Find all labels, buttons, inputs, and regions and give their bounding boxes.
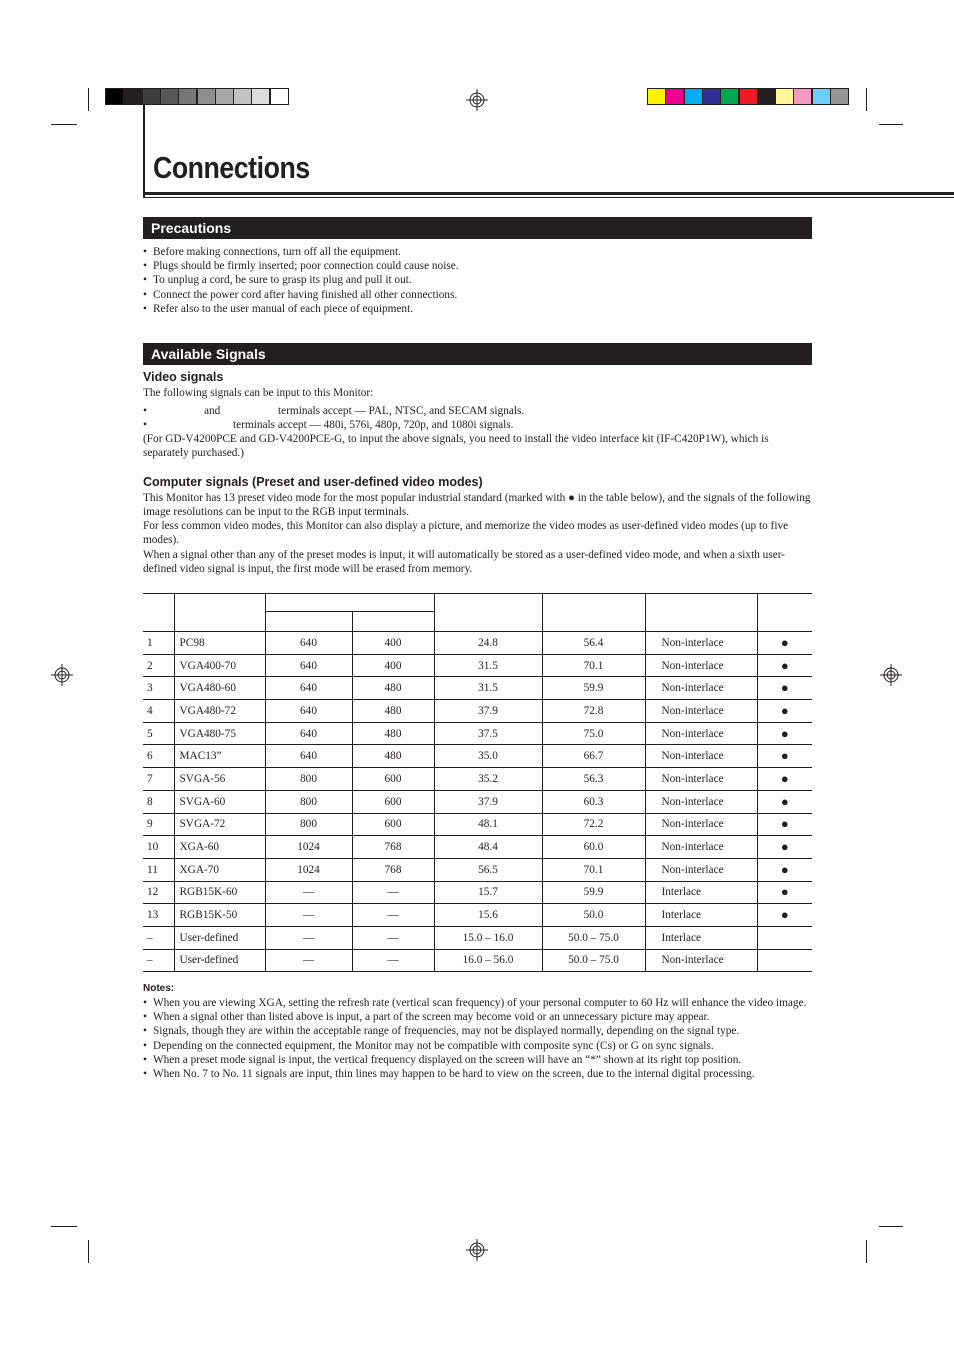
table-cell: SVGA-60 [174, 790, 265, 813]
table-cell: 48.1 [434, 813, 542, 836]
table-cell: Non-interlace [645, 677, 757, 700]
list-item: • When you are viewing XGA, setting the refresh rate (vertical scan frequency) of your personal computer to 60 Hz will enhance the video image. [143, 996, 815, 1010]
crop-mark [88, 1240, 89, 1263]
table-cell: Non-interlace [645, 700, 757, 723]
computer-signals-paragraph-2: For less common video modes, this Monitor can also display a picture, and memorize the video modes as user-defined video modes (up to five modes). [143, 520, 789, 547]
table-cell: — [265, 949, 352, 972]
notes-list [143, 996, 815, 1081]
table-cell: XGA-60 [174, 836, 265, 859]
table-cell: 31.5 [434, 677, 542, 700]
color-swatch [739, 88, 758, 105]
color-swatch [123, 88, 142, 105]
table-cell: 37.5 [434, 722, 542, 745]
table-cell: 4 [143, 700, 174, 723]
table-cell: PC98 [174, 632, 265, 655]
precautions-heading: Precautions [143, 217, 812, 239]
color-swatch [215, 88, 234, 105]
color-swatch [775, 88, 794, 105]
color-swatch [684, 88, 703, 105]
color-swatch [105, 88, 124, 105]
table-header-cell [434, 594, 542, 632]
table-cell: 800 [265, 790, 352, 813]
table-cell: ● [757, 858, 812, 881]
table-cell: 768 [352, 836, 434, 859]
table-cell [757, 926, 812, 949]
list-item: • Signals, though they are within the acceptable range of frequencies, may not be displayed normally, depending on the signal type. [143, 1024, 815, 1038]
table-cell: 480 [352, 722, 434, 745]
color-swatch [142, 88, 161, 105]
color-swatch [830, 88, 849, 105]
table-cell: 7 [143, 768, 174, 791]
table-cell [757, 949, 812, 972]
list-item: • Refer also to the user manual of each piece of equipment. [143, 302, 414, 315]
table-cell: VGA400-70 [174, 654, 265, 677]
table-cell: 37.9 [434, 790, 542, 813]
table-cell: 6 [143, 745, 174, 768]
table-cell: Interlace [645, 904, 757, 927]
table-cell: 480 [352, 700, 434, 723]
table-cell: 640 [265, 700, 352, 723]
list-item: • Before making connections, turn off all the equipment. [143, 246, 401, 258]
table-cell: 768 [352, 858, 434, 881]
table-cell: RGB15K-60 [174, 881, 265, 904]
table-cell: ● [757, 813, 812, 836]
computer-signals-subheading: Computer signals (Preset and user-defined video modes) [143, 475, 483, 489]
table-cell: ● [757, 700, 812, 723]
table-cell: 37.9 [434, 700, 542, 723]
color-swatch [793, 88, 812, 105]
table-cell: — [352, 926, 434, 949]
table-cell: 60.3 [542, 790, 645, 813]
table-cell: – [143, 926, 174, 949]
table-cell: 640 [265, 722, 352, 745]
table-cell: 800 [265, 813, 352, 836]
color-swatch [702, 88, 721, 105]
table-cell: 640 [265, 654, 352, 677]
table-cell: 10 [143, 836, 174, 859]
table-cell: 16.0 – 56.0 [434, 949, 542, 972]
table-cell: ● [757, 632, 812, 655]
table-row [143, 836, 812, 859]
table-cell: Non-interlace [645, 949, 757, 972]
table-row [143, 768, 812, 791]
table-cell: 3 [143, 677, 174, 700]
registration-target-icon [880, 664, 902, 686]
computer-signals-paragraph-1: This Monitor has 13 preset video mode for the most popular industrial standard (marked with ● in the table below), and the signals of the following image resolutions can be input to the RGB input terminals. [143, 492, 811, 519]
color-swatch [233, 88, 252, 105]
color-swatch [160, 88, 179, 105]
table-cell: SVGA-56 [174, 768, 265, 791]
table-cell: 2 [143, 654, 174, 677]
table-header-cell [542, 594, 645, 632]
table-cell: ● [757, 745, 812, 768]
list-item: • When a signal other than listed above is input, a part of the screen may become void or an unnecessary picture may appear. [143, 1010, 815, 1024]
table-header-cell [757, 594, 812, 632]
table-cell: 640 [265, 632, 352, 655]
table-row [143, 926, 812, 949]
table-row [143, 813, 812, 836]
computer-signals-paragraph-3: When a signal other than any of the preset modes is input, it will automatically be stored as a user-defined video mode, and when a sixth user-defined video signal is input, the first mode will be erased from memory. [143, 549, 786, 576]
table-cell: 24.8 [434, 632, 542, 655]
table-row [143, 632, 812, 655]
table-cell: – [143, 949, 174, 972]
color-swatch [720, 88, 739, 105]
table-row [143, 745, 812, 768]
table-cell: ● [757, 904, 812, 927]
table-cell: 11 [143, 858, 174, 881]
crop-mark [879, 124, 903, 125]
table-cell: Non-interlace [645, 768, 757, 791]
table-cell: 400 [352, 654, 434, 677]
table-cell: — [265, 881, 352, 904]
table-cell: — [352, 904, 434, 927]
table-header-cell [352, 612, 434, 632]
table-cell: SVGA-72 [174, 813, 265, 836]
table-cell: Non-interlace [645, 722, 757, 745]
table-row [143, 677, 812, 700]
table-header-cell [174, 594, 265, 632]
available-signals-heading: Available Signals [143, 343, 812, 365]
table-cell: 48.4 [434, 836, 542, 859]
table-cell: ● [757, 790, 812, 813]
table-cell: 480 [352, 677, 434, 700]
table-cell: 1024 [265, 858, 352, 881]
table-cell: 50.0 [542, 904, 645, 927]
table-cell: 35.0 [434, 745, 542, 768]
color-swatch [647, 88, 666, 105]
table-cell: — [265, 926, 352, 949]
crop-mark [51, 1226, 77, 1227]
table-cell: 600 [352, 768, 434, 791]
precautions-list [143, 245, 815, 316]
video-signals-subheading: Video signals [143, 370, 224, 384]
table-cell: 1024 [265, 836, 352, 859]
table-cell: 35.2 [434, 768, 542, 791]
table-cell: 640 [265, 677, 352, 700]
table-cell: 5 [143, 722, 174, 745]
table-cell: 59.9 [542, 881, 645, 904]
notes-heading: Notes: [143, 983, 175, 994]
table-cell: Non-interlace [645, 858, 757, 881]
table-row [143, 722, 812, 745]
table-cell: 1 [143, 632, 174, 655]
table-cell: 600 [352, 813, 434, 836]
table-cell: User-defined [174, 949, 265, 972]
table-cell: Non-interlace [645, 836, 757, 859]
registration-target-icon [466, 89, 488, 111]
crop-mark [866, 1240, 867, 1263]
crop-mark [51, 124, 77, 125]
table-header-row [143, 594, 812, 612]
color-swatch [812, 88, 831, 105]
list-item: • When No. 7 to No. 11 signals are input, thin lines may happen to be hard to view on the screen, due to the internal digital processing. [143, 1067, 815, 1081]
table-cell: 15.0 – 16.0 [434, 926, 542, 949]
table-cell: 60.0 [542, 836, 645, 859]
list-item: • When a preset mode signal is input, the vertical frequency displayed on the screen will have an “*” shown at its right top position. [143, 1053, 815, 1067]
table-cell: ● [757, 836, 812, 859]
table-cell: XGA-70 [174, 858, 265, 881]
table-cell: ● [757, 722, 812, 745]
table-cell: 66.7 [542, 745, 645, 768]
table-cell: Non-interlace [645, 745, 757, 768]
table-cell: — [352, 949, 434, 972]
table-cell: VGA480-60 [174, 677, 265, 700]
list-item: • Plugs should be firmly inserted; poor connection could cause noise. [143, 260, 459, 273]
title-left-rule [143, 105, 145, 197]
table-row [143, 700, 812, 723]
table-cell: 15.6 [434, 904, 542, 927]
table-row [143, 949, 812, 972]
color-swatch [251, 88, 270, 105]
table-cell: 56.5 [434, 858, 542, 881]
table-cell: VGA480-75 [174, 722, 265, 745]
table-cell: 640 [265, 745, 352, 768]
table-cell: 8 [143, 790, 174, 813]
table-cell: — [352, 881, 434, 904]
video-signals-note: (For GD-V4200PCE and GD-V4200PCE-G, to input the above signals, you need to install the video interface kit (IF-C420P1W), which is separately purchased.) [143, 433, 769, 460]
table-header-cell [143, 594, 174, 632]
table-cell: 13 [143, 904, 174, 927]
table-cell: 75.0 [542, 722, 645, 745]
table-row [143, 881, 812, 904]
table-cell: Non-interlace [645, 790, 757, 813]
table-cell: 480 [352, 745, 434, 768]
table-cell: 50.0 – 75.0 [542, 926, 645, 949]
table-header-cell [265, 612, 352, 632]
title-rule-thick [143, 192, 954, 195]
table-cell: Interlace [645, 926, 757, 949]
table-cell: 50.0 – 75.0 [542, 949, 645, 972]
signal-mode-table [143, 593, 812, 972]
list-item: • Depending on the connected equipment, the Monitor may not be compatible with composite sync (Cs) or G on sync signals. [143, 1039, 815, 1053]
crop-mark [88, 88, 89, 111]
table-row [143, 654, 812, 677]
color-swatch [197, 88, 216, 105]
video-signals-intro: The following signals can be input to this Monitor: [143, 387, 374, 399]
color-swatch [270, 88, 289, 105]
crop-mark [879, 1226, 903, 1227]
table-cell: Non-interlace [645, 632, 757, 655]
table-cell: User-defined [174, 926, 265, 949]
page-title: Connections [153, 150, 310, 185]
table-cell: — [265, 904, 352, 927]
table-cell: ● [757, 768, 812, 791]
table-cell: Interlace [645, 881, 757, 904]
table-cell: 56.4 [542, 632, 645, 655]
title-rule-thin [143, 197, 954, 198]
table-cell: 800 [265, 768, 352, 791]
registration-target-icon [51, 664, 73, 686]
table-cell: ● [757, 654, 812, 677]
table-header-cell [265, 594, 434, 612]
table-cell: VGA480-72 [174, 700, 265, 723]
table-cell: 600 [352, 790, 434, 813]
table-cell: ● [757, 881, 812, 904]
table-cell: RGB15K-50 [174, 904, 265, 927]
color-swatch [757, 88, 776, 105]
table-cell: 15.7 [434, 881, 542, 904]
table-row [143, 904, 812, 927]
table-cell: 31.5 [434, 654, 542, 677]
table-cell: Non-interlace [645, 654, 757, 677]
registration-target-icon [466, 1239, 488, 1261]
table-row [143, 858, 812, 881]
table-row [143, 790, 812, 813]
table-cell: 56.3 [542, 768, 645, 791]
table-cell: 72.8 [542, 700, 645, 723]
table-cell: 400 [352, 632, 434, 655]
table-cell: 72.2 [542, 813, 645, 836]
table-cell: 12 [143, 881, 174, 904]
list-item: • To unplug a cord, be sure to grasp its plug and pull it out. [143, 274, 412, 287]
table-cell: 70.1 [542, 654, 645, 677]
color-swatch [665, 88, 684, 105]
crop-mark [866, 88, 867, 111]
table-cell: Non-interlace [645, 813, 757, 836]
table-cell: ● [757, 677, 812, 700]
table-cell: MAC13” [174, 745, 265, 768]
list-item: • Connect the power cord after having finished all other connections. [143, 288, 458, 301]
color-swatch [178, 88, 197, 105]
table-header-cell [645, 594, 757, 632]
table-cell: 59.9 [542, 677, 645, 700]
table-cell: 9 [143, 813, 174, 836]
table-cell: 70.1 [542, 858, 645, 881]
